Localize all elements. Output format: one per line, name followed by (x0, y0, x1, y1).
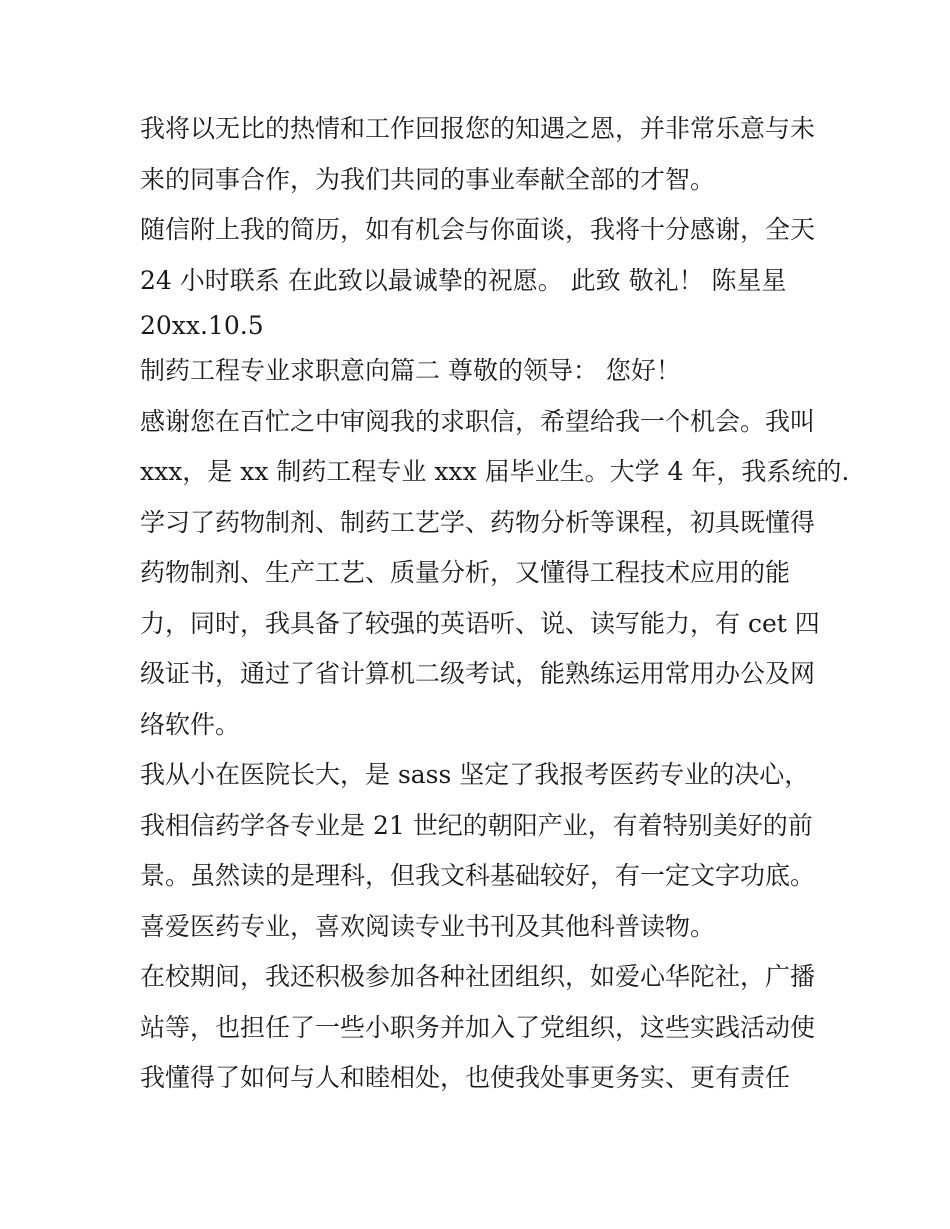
text-line: 药物制剂、生产工艺、质量分析，又懂得工程技术应用的能 (140, 558, 791, 587)
text-line: xxx，是 xx 制药工程专业 xxx 届毕业生。大学 4 年，我系统的. (140, 457, 850, 486)
document-body (140, 104, 850, 1104)
text-line: 来的同事合作，为我们共同的事业奉献全部的才智。 (140, 164, 716, 194)
text-line: 我将以无比的热情和工作回报您的知遇之恩，并非常乐意与未 (140, 114, 816, 143)
text-line: 喜爱医药专业，喜欢阅读专业书刊及其他科普读物。 (140, 911, 716, 941)
text-line: 感谢您在百忙之中审阅我的求职信，希望给我一个机会。我叫 (140, 406, 816, 436)
text-line: 我懂得了如何与人和睦相处，也使我处事更务实、更有责任 (140, 1063, 791, 1092)
section-heading: 制药工程专业求职意向篇二 尊敬的领导： 您好！ (140, 356, 681, 385)
text-line: 学习了药物制剂、制药工艺学、药物分析等课程，初具既懂得 (140, 507, 816, 537)
text-line: 景。虽然读的是理科，但我文科基础较好，有一定文字功底。 (140, 861, 816, 890)
text-line: 级证书，通过了省计算机二级考试，能熟练运用常用办公及网 (140, 659, 816, 688)
text-line: 站等，也担任了一些小职务并加入了党组织，这些实践活动使 (140, 1012, 816, 1042)
text-line: 力，同时，我具备了较强的英语听、说、读写能力，有 cet 四 (140, 608, 820, 638)
text-line: 24 小时联系 在此致以最诚挚的祝愿。 此致 敬礼！ 陈星星 (140, 265, 787, 295)
date-line: 20xx.10.5 (140, 311, 264, 340)
text-line: 在校期间，我还积极参加各种社团组织，如爱心华陀社，广播 (140, 962, 816, 991)
text-line: 我相信药学各专业是 21 世纪的朝阳产业，有着特别美好的前 (140, 810, 813, 840)
text-line: 我从小在医院长大，是 sass 坚定了我报考医药专业的决心， (140, 760, 810, 789)
text-line: 随信附上我的简历，如有机会与你面谈，我将十分感谢，全天 (140, 215, 816, 244)
text-line: 络软件。 (140, 709, 241, 739)
